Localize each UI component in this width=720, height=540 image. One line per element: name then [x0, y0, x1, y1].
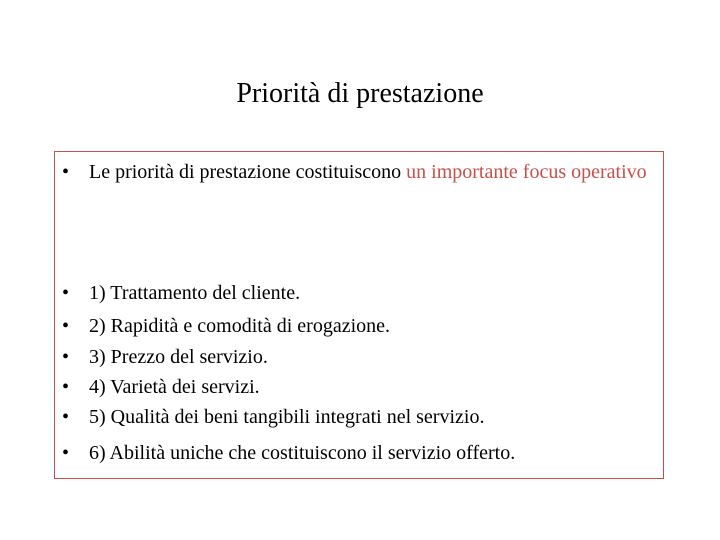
list-item-2 — [55, 313, 663, 340]
list-item-text: 6) Abilità uniche che costituiscono il servizio offerto. — [89, 442, 516, 464]
intro-text — [89, 159, 659, 186]
list-item-6 — [55, 440, 663, 467]
slide-title: Priorità di prestazione — [236, 78, 484, 109]
list-item-text: 5) Qualità dei beni tangibili integrati nel servizio. — [89, 406, 485, 428]
bullet-dot: • — [62, 346, 70, 368]
list-item-5 — [55, 404, 663, 431]
list-item-text: 1) Trattamento del cliente. — [89, 282, 301, 304]
list-item-text: 3) Prezzo del servizio. — [89, 346, 268, 368]
bullet-dot: • — [62, 315, 70, 337]
bullet-dot: • — [62, 161, 70, 183]
bullet-dot: • — [62, 406, 70, 428]
bullet-dot: • — [62, 282, 70, 304]
list-item-1 — [55, 280, 663, 307]
list-item-text: 2) Rapidità e comodità di erogazione. — [89, 315, 391, 337]
list-item-4 — [55, 374, 663, 401]
intro-text-plain: Le priorità di prestazione costituiscono — [89, 161, 407, 183]
bullet-dot: • — [62, 442, 70, 464]
bullet-dot: • — [62, 376, 70, 398]
list-item-text: 4) Varietà dei servizi. — [89, 376, 260, 398]
content-box — [54, 151, 664, 479]
intro-text-highlight: un importante focus operativo — [406, 161, 647, 183]
list-item-3 — [55, 344, 663, 371]
intro-bullet-item — [55, 159, 663, 186]
